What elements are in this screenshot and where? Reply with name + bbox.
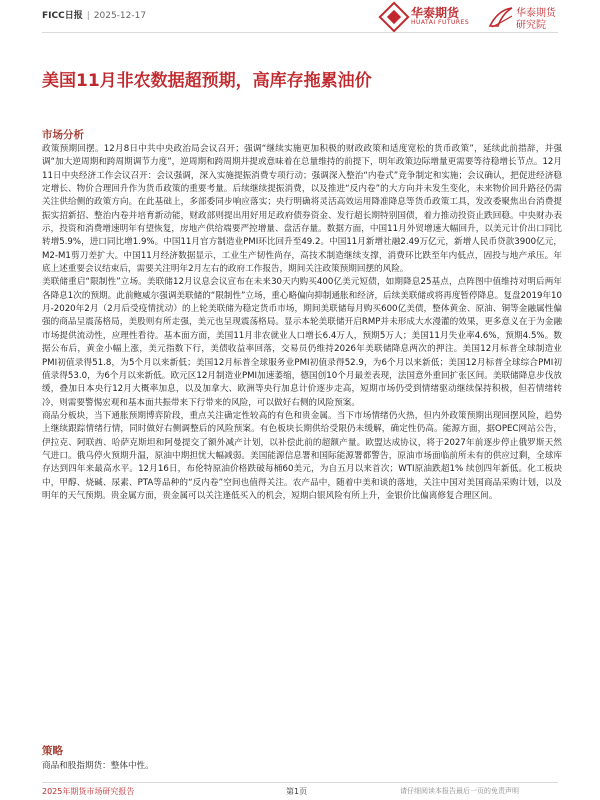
swoosh-icon [488,6,514,30]
section-strategy: 策略 [42,745,63,757]
header-divider [42,32,558,33]
footer-disclaimer: 请仔细阅读本报告最后一页的免责声明 [400,787,519,795]
report-title: 美国11月非农数据超预期，高库存拖累油价 [42,71,372,91]
header-separator: | [86,11,90,21]
report-header [0,0,600,40]
footer-report-label: 2025年期货市场研究报告 [42,787,135,796]
paragraph-policy: 政策预期回摆。12月8日中共中央政治局会议召开；强调“继续实施更加积极的财政政策和适度宽松的货币政策”，延续此前措辞，并强调“加大逆周期和跨周期调节力度”，逆周期和跨周期并提或意味着在总量维持的前提下，明年政策边际增量更需要等待稳增长节点。12月11日中央经济工作会议召开：会议强调，深入实施提振消费专项行动；强调深入整治“内卷式”竞争制定和实施；会议确认，把促进经济稳定增长、物价合理回升作为货币政策的重要考量。后续继续提振消费，以及推进“反内卷”的大方向并未发生变化，未来物价回升路径仍需关注供给侧的政策方向。在此基础上，多部委同步响应落实；央行明确将灵活高效运用降准降息等货币政策工具，发改委聚焦出台消费提振实招新招、整治内卷并培育新动能，财政部则提出用好用足政府债券资金、发行超长期特别国债，着力推动投资止跌回稳。中央财办表示，投资和消费增速明年有望恢复，房地产供给端要严控增量、盘活存量。数据方面，中国11月外贸增速大幅回升，以美元计价出口同比转增5.9%，进口同比增1.9%。中国11月官方制造业PMI环比回升至49.2。中国11月新增社融2.49万亿元，新增人民币贷款3900亿元，M2-M1剪刀差扩大。中国11月经济数据显示，工业生产韧性尚存，高技术制造继续支撑，消费环比跌至年内低点，固投与地产承压。年底上述重要会议结束后，需要关注明年2月左右的政府工作报告，期间关注政策预期回摆的风险。 [42,144,562,275]
logo-diamond-icon [378,1,409,32]
paragraph-fed: 美联储重启“限制性”立场。美联储12月议息会议宣布在未来30天内购买400亿美元短债，如期降息25基点，点阵图中值维持对明后两年各降息1次的预期。此前鲍威尔强调美联储的“限制性”立场，重心略偏向抑制通胀和经济，后续美联储或将再度暂停降息。复盘2019年10月-2020年2月（2月后受疫情扰动）的上轮美联储为稳定货币市场，期间美联储每月购买600亿美债，整体黄金、原油、铜等金融属性偏强的商品呈震荡格局，美股则有所走强，美元也呈现震荡格局。显示本轮美联储开启RMP并未形成大水漫灌的效果，更多意义在于为金融市场提供流动性，应理性看待。基本面方面，美国11月非农就业人口增长6.4万人，预期5万人；美国11月失业率4.6%，预期4.5%。数据公布后，黄金小幅上涨，美元指数下行，美债收益率回落，交易员仍维持2026年美联储降息两次的押注。美国12月标普全球制造业PMI初值录得51.8，为5个月以来新低；美国12月标普全球服务业PMI初值录得52.9，为6个月以来新低；美国12月标普全球综合PMI初值录得53.0，为6个月以来新低。欧元区12月制造业PMI加速萎缩，德国创10个月最差表现，法国意外重回扩张区间。美联储降息步伐放缓，叠加日本央行12月大概率加息，以及加拿大、欧洲等央行加息计价逐步走高，短期市场仍受到情绪驱动继续保持积极，但若情绪转冷，则需要警惕宏观和基本面共振带来下行带来的风险，可以做好右侧的风险预案。 [42,277,562,408]
research-institute-logo [488,2,558,32]
strategy-body [42,760,562,773]
section-market-analysis: 市场分析 [42,129,84,141]
paragraph-commodities: 商品分板块，当下通胀预期博弈阶段，重点关注确定性较高的有色和贵金属。当下市场情绪仍火热，但内外政策预期出现回摆风险，趋势上继续跟踪情绪行情，同时做好右侧调整后的风险预案。有色板块长期供给受限仍未缓解，确定性仍高。能源方面，据OPEC网站公告，伊拉克、阿联酋、哈萨克斯坦和阿曼提交了额外减产计划，以补偿此前的超额产量。欧盟达成协议，将于2027年前逐步停止俄罗斯天然气进口。俄乌停火预期升温，原油中期担忧大幅减弱。美国能源信息署和国际能源署都警告，原油市场面临前所未有的供应过剩，全球库存达到四年来最高水平。12月16日，布伦特原油价格跌破每桶60美元，为自五月以来首次；WTI原油跌超1% 续创四年新低。化工板块中，甲醇、烧碱、尿素、PTA等品种的“反内卷”空间也值得关注。农产品中，随着中美和谈的落地，关注中国对美国商品采购计划，以及明年的天气预期。贵金属方面，贵金属可以关注逢低买入的机会，短期白银风险有所上升，金银价比偏离修复合理区间。 [42,410,562,501]
market-analysis-body [42,143,562,503]
huatai-futures-logo [383,4,483,28]
footer-page-number: 第1页 [286,787,308,796]
logo-cn-text: 华泰期货 [411,6,460,20]
footer-divider [42,782,558,783]
report-date: 2025-12-17 [93,11,147,21]
institute-line1: 华泰期货 [516,8,556,19]
logo-en-text: HUATAI FUTURES [411,19,470,26]
report-name: FICC日报 [42,11,83,21]
institute-line2: 研究院 [516,20,546,31]
strategy-text: 商品和股指期货：整体中性。 [42,761,154,771]
report-name-date [42,8,146,21]
